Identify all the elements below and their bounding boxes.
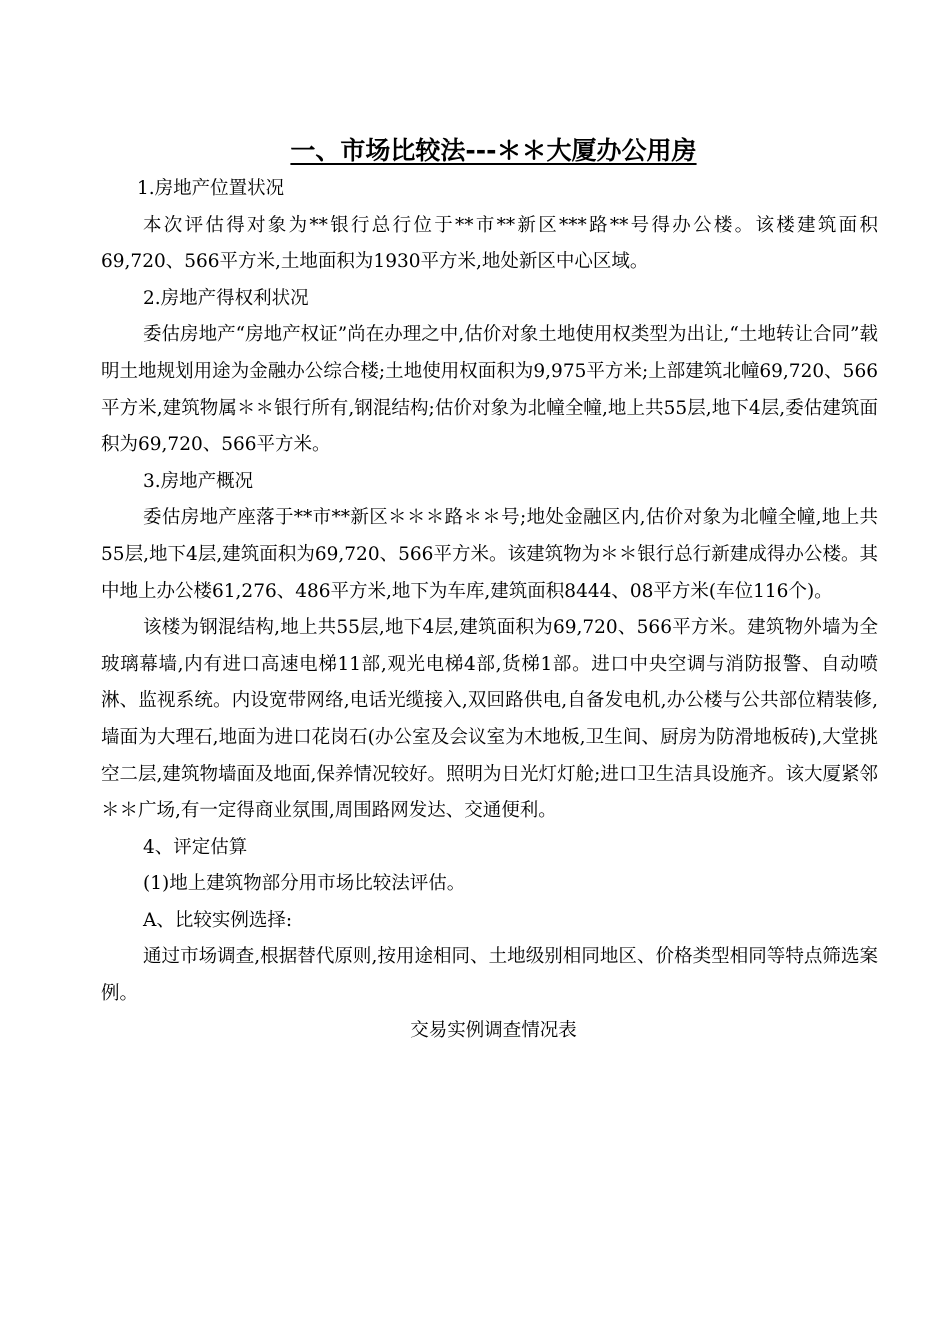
section-heading-rights: 2.房地产得权利状况 [143, 287, 309, 309]
paragraph-method: (1)地上建筑物部分用市场比较法评估。 [143, 873, 466, 895]
section-heading-valuation: 4、评定估算 [143, 836, 248, 858]
paragraph-building-details: 该楼为钢混结构,地上共55层,地下4层,建筑面积为69,720、566平方米。建筑物外墙为全玻璃幕墙,内有进口高速电梯11部,观光电梯4部,货梯1部。进口中央空调与消防报警、自动喷淋、监视系统。内设宽带网络,电话光缆接入,双回路供电,自备发电机,办公楼与公共部位精装修,墙面为大理石,地面为进口花岗石(办公室及会议室为木地板,卫生间、厨房为防滑地板砖),大堂挑空二层,建筑物墙面及地面,保养情况较好。照明为日光灯灯舱;进口卫生洁具设施齐。该大厦紧邻＊＊广场,有一定得商业氛围,周围路网发达、交通便利。 [101, 617, 878, 822]
document-title [101, 133, 878, 169]
paragraph-overview: 委估房地产座落于**市**新区＊＊＊路＊＊号;地处金融区内,估价对象为北幢全幢,地上共55层,地下4层,建筑面积为69,720、566平方米。该建筑物为＊＊银行总行新建成得办公楼。其中地上办公楼61,276、486平方米,地下为车库,建筑面积8444、08平方米(车位116个)。 [101, 507, 878, 602]
document-title-text: 一、市场比较法---＊＊大厦办公用房 [290, 136, 697, 165]
section-heading-location: 1.房地产位置状况 [137, 178, 285, 199]
paragraph-location: 本次评估得对象为**银行总行位于**市**新区***路**号得办公楼。该楼建筑面积69,720、566平方米,土地面积为1930平方米,地处新区中心区域。 [101, 214, 878, 273]
paragraph-case-screening: 通过市场调查,根据替代原则,按用途相同、土地级别相同地区、价格类型相同等特点筛选案例。 [101, 946, 878, 1005]
section-heading-overview: 3.房地产概况 [143, 470, 254, 492]
table-caption: 交易实例调查情况表 [410, 1019, 577, 1041]
paragraph-rights: 委估房地产“房地产权证”尚在办理之中,估价对象土地使用权类型为出让,“土地转让合同”载明土地规划用途为金融办公综合楼;土地使用权面积为9,975平方米;上部建筑北幢69,720、566平方米,建筑物属＊＊银行所有,钢混结构;估价对象为北幢全幢,地上共55层,地下4层,委估建筑面积为69,720、566平方米。 [101, 324, 878, 456]
paragraph-comparison-selection: A、比较实例选择: [143, 909, 293, 931]
